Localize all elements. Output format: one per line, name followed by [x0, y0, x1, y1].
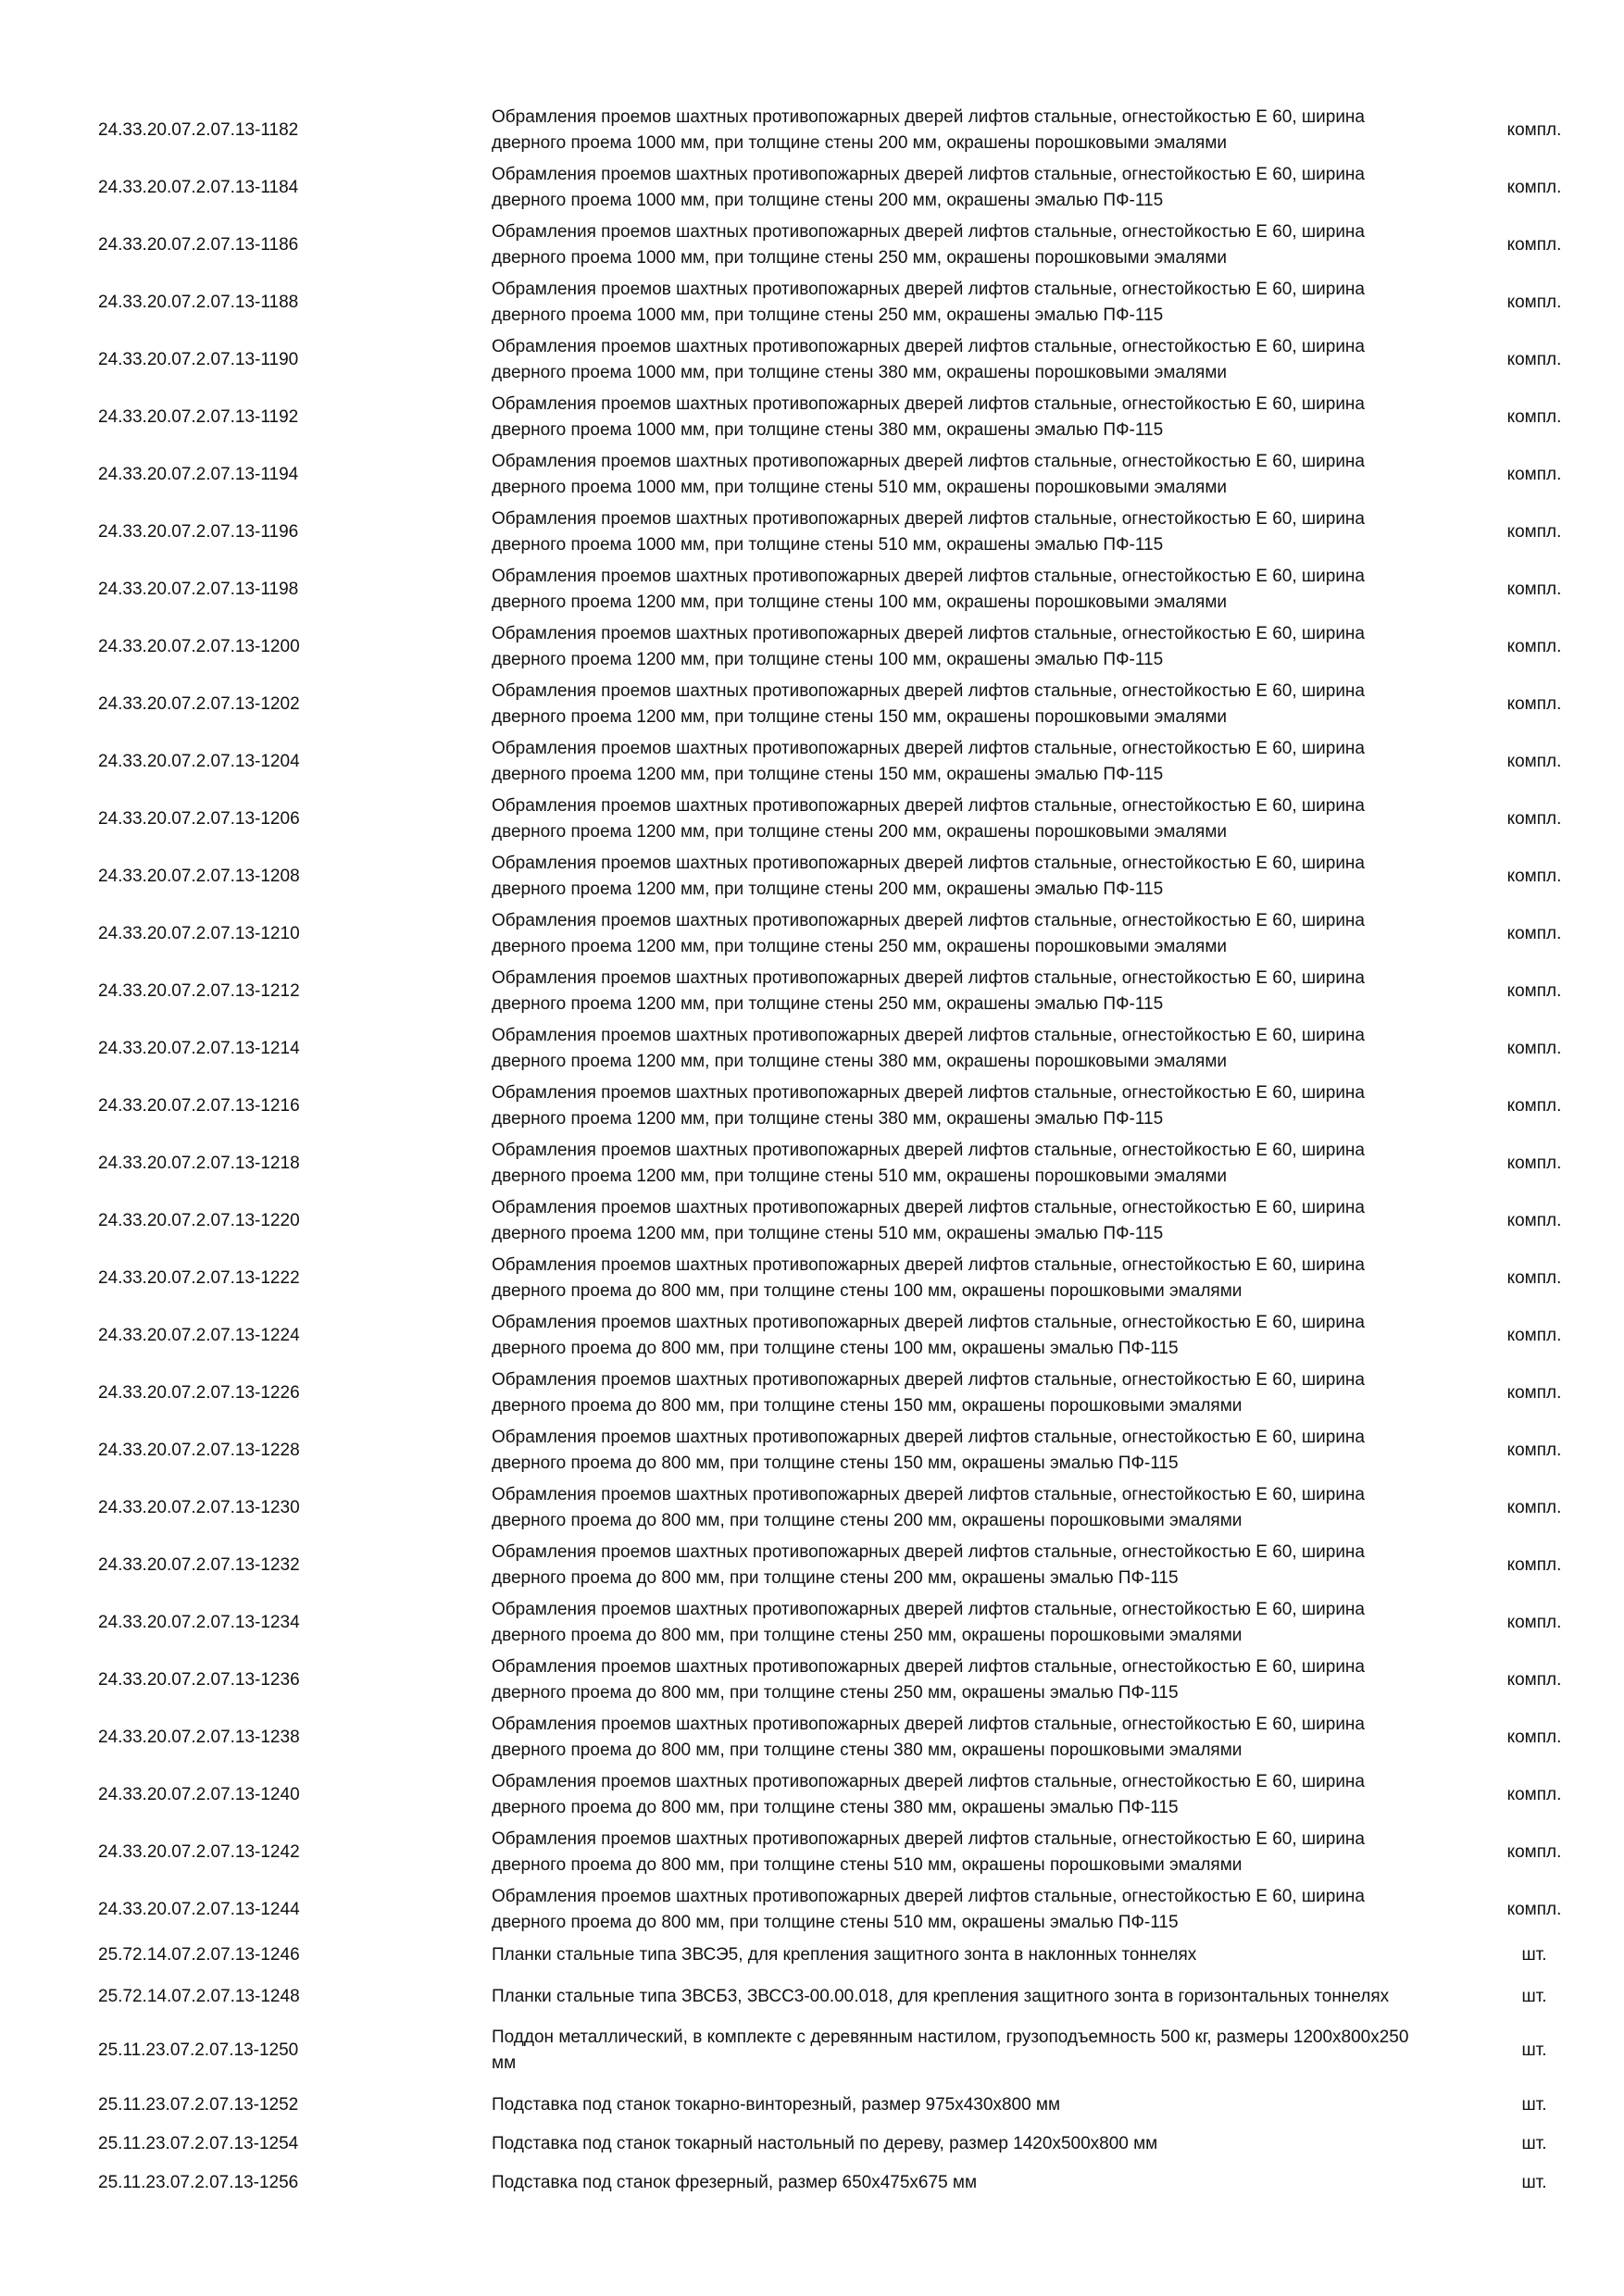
row-description: Обрамления проемов шахтных противопожарных дверей лифтов стальные, огнестойкостью Е 60, ширина дверного проема 1200 мм, при толщине стены 250 мм, окрашены порошковыми эмалями [492, 911, 1365, 956]
row-unit: компл. [1506, 1900, 1562, 1919]
row-description: Поддон металлический, в комплекте с деревянным настилом, грузоподъемность 500 кг, размеры 1200x800x250 мм [492, 2028, 1409, 2073]
row-unit: шт. [1521, 2040, 1547, 2060]
row-code: 24.33.20.07.2.07.13-1220 [98, 1211, 300, 1230]
table-row [0, 2087, 1624, 2124]
table-row [0, 1539, 1624, 1592]
table-row [0, 965, 1624, 1018]
row-code: 24.33.20.07.2.07.13-1216 [98, 1096, 300, 1116]
row-code: 25.72.14.07.2.07.13-1248 [98, 1987, 300, 2006]
row-description: Обрамления проемов шахтных противопожарных дверей лифтов стальные, огнестойкостью Е 60, ширина дверного проема 1200 мм, при толщине стены 100 мм, окрашены порошковыми эмалями [492, 567, 1365, 612]
table-row [0, 1711, 1624, 1765]
row-unit: компл. [1506, 1670, 1562, 1690]
row-description: Обрамления проемов шахтных противопожарных дверей лифтов стальные, огнестойкостью Е 60, ширина дверного проема до 800 мм, при толщине стены 510 мм, окрашены эмалью ПФ-115 [492, 1887, 1365, 1932]
row-code: 24.33.20.07.2.07.13-1196 [98, 522, 299, 542]
row-unit: компл. [1506, 1268, 1562, 1288]
row-unit: компл. [1506, 637, 1562, 656]
table-row [0, 1826, 1624, 1879]
row-code: 24.33.20.07.2.07.13-1238 [98, 1728, 300, 1747]
row-description: Обрамления проемов шахтных противопожарных дверей лифтов стальные, огнестойкостью Е 60, ширина дверного проема 1200 мм, при толщине стены 510 мм, окрашены эмалью ПФ-115 [492, 1198, 1365, 1243]
row-unit: компл. [1506, 407, 1562, 427]
row-description: Обрамления проемов шахтных противопожарных дверей лифтов стальные, огнестойкостью Е 60, ширина дверного проема 1200 мм, при толщине стены 250 мм, окрашены эмалью ПФ-115 [492, 968, 1365, 1014]
table-row [0, 1970, 1624, 2024]
row-description: Обрамления проемов шахтных противопожарных дверей лифтов стальные, огнестойкостью Е 60, ширина дверного проема до 800 мм, при толщине стены 380 мм, окрашены эмалью ПФ-115 [492, 1772, 1365, 1817]
table-row [0, 850, 1624, 904]
row-description: Обрамления проемов шахтных противопожарных дверей лифтов стальные, огнестойкостью Е 60, ширина дверного проема 1200 мм, при толщине стены 100 мм, окрашены эмалью ПФ-115 [492, 624, 1365, 669]
row-description: Обрамления проемов шахтных противопожарных дверей лифтов стальные, огнестойкостью Е 60, ширина дверного проема 1000 мм, при толщине стены 250 мм, окрашены порошковыми эмалями [492, 222, 1365, 268]
row-description: Обрамления проемов шахтных противопожарных дверей лифтов стальные, огнестойкостью Е 60, ширина дверного проема до 800 мм, при толщине стены 100 мм, окрашены порошковыми эмалями [492, 1255, 1365, 1301]
table-row [0, 505, 1624, 559]
row-unit: компл. [1506, 1154, 1562, 1173]
table-row [0, 104, 1624, 157]
table-row [0, 276, 1624, 330]
row-description: Обрамления проемов шахтных противопожарных дверей лифтов стальные, огнестойкостью Е 60, ширина дверного проема до 800 мм, при толщине стены 380 мм, окрашены порошковыми эмалями [492, 1715, 1365, 1760]
table-row [0, 333, 1624, 387]
row-code: 24.33.20.07.2.07.13-1240 [98, 1785, 300, 1804]
row-unit: компл. [1506, 1785, 1562, 1804]
table-row [0, 1481, 1624, 1535]
row-unit: компл. [1506, 350, 1562, 369]
table-row [0, 1137, 1624, 1191]
row-unit: компл. [1506, 924, 1562, 943]
table-row [0, 1022, 1624, 1076]
row-description: Обрамления проемов шахтных противопожарных дверей лифтов стальные, огнестойкостью Е 60, ширина дверного проема 1000 мм, при толщине стены 380 мм, окрашены порошковыми эмалями [492, 337, 1365, 382]
row-code: 24.33.20.07.2.07.13-1182 [98, 120, 299, 140]
row-code: 24.33.20.07.2.07.13-1222 [98, 1268, 300, 1288]
row-description: Обрамления проемов шахтных противопожарных дверей лифтов стальные, огнестойкостью Е 60, ширина дверного проема до 800 мм, при толщине стены 250 мм, окрашены эмалью ПФ-115 [492, 1657, 1365, 1703]
row-code: 24.33.20.07.2.07.13-1236 [98, 1670, 300, 1690]
row-unit: компл. [1506, 1728, 1562, 1747]
row-description: Обрамления проемов шахтных противопожарных дверей лифтов стальные, огнестойкостью Е 60, ширина дверного проема 1000 мм, при толщине стены 510 мм, окрашены эмалью ПФ-115 [492, 509, 1365, 555]
row-description: Обрамления проемов шахтных противопожарных дверей лифтов стальные, огнестойкостью Е 60, ширина дверного проема до 800 мм, при толщине стены 200 мм, окрашены порошковыми эмалями [492, 1485, 1365, 1530]
row-code: 24.33.20.07.2.07.13-1242 [98, 1842, 300, 1862]
row-unit: компл. [1506, 981, 1562, 1001]
row-unit: компл. [1506, 752, 1562, 771]
row-unit: компл. [1506, 1326, 1562, 1345]
row-description: Обрамления проемов шахтных противопожарных дверей лифтов стальные, огнестойкостью Е 60, ширина дверного проема 1000 мм, при толщине стены 380 мм, окрашены эмалью ПФ-115 [492, 394, 1365, 440]
table-row [0, 2165, 1624, 2202]
row-code: 24.33.20.07.2.07.13-1192 [98, 407, 299, 427]
row-unit: компл. [1506, 178, 1562, 197]
row-description: Обрамления проемов шахтных противопожарных дверей лифтов стальные, огнестойкостью Е 60, ширина дверного проема 1200 мм, при толщине стены 200 мм, окрашены эмалью ПФ-115 [492, 854, 1365, 899]
row-code: 25.11.23.07.2.07.13-1250 [98, 2040, 299, 2060]
table-row [0, 792, 1624, 846]
row-code: 24.33.20.07.2.07.13-1206 [98, 809, 300, 829]
table-row [0, 218, 1624, 272]
row-code: 24.33.20.07.2.07.13-1218 [98, 1154, 300, 1173]
row-description: Обрамления проемов шахтных противопожарных дверей лифтов стальные, огнестойкостью Е 60, ширина дверного проема 1000 мм, при толщине стены 250 мм, окрашены эмалью ПФ-115 [492, 280, 1365, 325]
row-code: 24.33.20.07.2.07.13-1188 [98, 293, 299, 312]
row-code: 24.33.20.07.2.07.13-1190 [98, 350, 299, 369]
row-description: Обрамления проемов шахтных противопожарных дверей лифтов стальные, огнестойкостью Е 60, ширина дверного проема 1200 мм, при толщине стены 380 мм, окрашены порошковыми эмалями [492, 1026, 1365, 1071]
table-row [0, 1883, 1624, 1937]
row-unit: шт. [1521, 2134, 1547, 2153]
row-unit: компл. [1506, 809, 1562, 829]
row-code: 24.33.20.07.2.07.13-1202 [98, 694, 300, 714]
row-description: Обрамления проемов шахтных противопожарных дверей лифтов стальные, огнестойкостью Е 60, ширина дверного проема 1200 мм, при толщине стены 200 мм, окрашены порошковыми эмалями [492, 796, 1365, 842]
row-unit: компл. [1506, 1555, 1562, 1575]
row-description: Обрамления проемов шахтных противопожарных дверей лифтов стальные, огнестойкостью Е 60, ширина дверного проема до 800 мм, при толщине стены 100 мм, окрашены эмалью ПФ-115 [492, 1313, 1365, 1358]
row-description: Обрамления проемов шахтных противопожарных дверей лифтов стальные, огнестойкостью Е 60, ширина дверного проема 1200 мм, при толщине стены 510 мм, окрашены порошковыми эмалями [492, 1141, 1365, 1186]
row-description: Обрамления проемов шахтных противопожарных дверей лифтов стальные, огнестойкостью Е 60, ширина дверного проема 1200 мм, при толщине стены 150 мм, окрашены порошковыми эмалями [492, 681, 1365, 727]
row-description: Обрамления проемов шахтных противопожарных дверей лифтов стальные, огнестойкостью Е 60, ширина дверного проема 1200 мм, при толщине стены 150 мм, окрашены эмалью ПФ-115 [492, 739, 1365, 784]
row-unit: компл. [1506, 694, 1562, 714]
row-unit: компл. [1506, 120, 1562, 140]
row-description: Обрамления проемов шахтных противопожарных дверей лифтов стальные, огнестойкостью Е 60, ширина дверного проема до 800 мм, при толщине стены 250 мм, окрашены порошковыми эмалями [492, 1600, 1365, 1645]
row-description: Обрамления проемов шахтных противопожарных дверей лифтов стальные, огнестойкостью Е 60, ширина дверного проема до 800 мм, при толщине стены 510 мм, окрашены порошковыми эмалями [492, 1829, 1365, 1875]
row-unit: компл. [1506, 1096, 1562, 1116]
table-row [0, 907, 1624, 961]
row-description: Обрамления проемов шахтных противопожарных дверей лифтов стальные, огнестойкостью Е 60, ширина дверного проема 1000 мм, при толщине стены 200 мм, окрашены порошковыми эмалями [492, 107, 1365, 153]
row-unit: шт. [1521, 2173, 1547, 2192]
row-description: Обрамления проемов шахтных противопожарных дверей лифтов стальные, огнестойкостью Е 60, ширина дверного проема до 800 мм, при толщине стены 150 мм, окрашены эмалью ПФ-115 [492, 1428, 1365, 1473]
table-row [0, 563, 1624, 617]
row-unit: компл. [1506, 522, 1562, 542]
row-description: Обрамления проемов шахтных противопожарных дверей лифтов стальные, огнестойкостью Е 60, ширина дверного проема 1000 мм, при толщине стены 200 мм, окрашены эмалью ПФ-115 [492, 165, 1365, 210]
row-code: 24.33.20.07.2.07.13-1228 [98, 1441, 300, 1460]
row-code: 24.33.20.07.2.07.13-1200 [98, 637, 300, 656]
row-code: 24.33.20.07.2.07.13-1210 [98, 924, 300, 943]
table-row [0, 1424, 1624, 1478]
table-row [0, 391, 1624, 444]
table-row [0, 678, 1624, 731]
table-row [0, 448, 1624, 502]
table-row [0, 735, 1624, 789]
row-description: Подставка под станок фрезерный, размер 650x475x675 мм [492, 2173, 978, 2192]
row-code: 25.11.23.07.2.07.13-1252 [98, 2095, 299, 2115]
row-description: Планки стальные типа ЗВСЭ5, для крепления защитного зонта в наклонных тоннелях [492, 1945, 1197, 1965]
row-code: 24.33.20.07.2.07.13-1234 [98, 1613, 300, 1632]
row-unit: компл. [1506, 1842, 1562, 1862]
row-description: Обрамления проемов шахтных противопожарных дверей лифтов стальные, огнестойкостью Е 60, ширина дверного проема 1200 мм, при толщине стены 380 мм, окрашены эмалью ПФ-115 [492, 1083, 1365, 1129]
row-unit: компл. [1506, 235, 1562, 255]
row-description: Обрамления проемов шахтных противопожарных дверей лифтов стальные, огнестойкостью Е 60, ширина дверного проема до 800 мм, при толщине стены 200 мм, окрашены эмалью ПФ-115 [492, 1542, 1365, 1588]
row-code: 24.33.20.07.2.07.13-1194 [98, 465, 299, 484]
table-row [0, 1079, 1624, 1133]
row-code: 24.33.20.07.2.07.13-1244 [98, 1900, 300, 1919]
row-unit: компл. [1506, 1383, 1562, 1403]
row-unit: шт. [1521, 2095, 1547, 2115]
row-code: 24.33.20.07.2.07.13-1224 [98, 1326, 300, 1345]
row-unit: компл. [1506, 580, 1562, 599]
row-code: 24.33.20.07.2.07.13-1184 [98, 178, 299, 197]
row-unit: компл. [1506, 867, 1562, 886]
row-code: 24.33.20.07.2.07.13-1198 [98, 580, 299, 599]
table-row [0, 620, 1624, 674]
row-unit: шт. [1521, 1987, 1547, 2006]
table-row [0, 1309, 1624, 1363]
table-row [0, 1252, 1624, 1305]
table-row [0, 1653, 1624, 1707]
row-unit: шт. [1521, 1945, 1547, 1965]
row-code: 24.33.20.07.2.07.13-1186 [98, 235, 299, 255]
row-unit: компл. [1506, 1211, 1562, 1230]
row-code: 24.33.20.07.2.07.13-1204 [98, 752, 300, 771]
table-row [0, 161, 1624, 215]
table-row [0, 2024, 1624, 2078]
row-code: 24.33.20.07.2.07.13-1232 [98, 1555, 300, 1575]
row-unit: компл. [1506, 1498, 1562, 1517]
row-description: Подставка под станок токарно-винторезный, размер 975x430x800 мм [492, 2095, 1061, 2115]
row-code: 24.33.20.07.2.07.13-1208 [98, 867, 300, 886]
row-description: Обрамления проемов шахтных противопожарных дверей лифтов стальные, огнестойкостью Е 60, ширина дверного проема до 800 мм, при толщине стены 150 мм, окрашены порошковыми эмалями [492, 1370, 1365, 1416]
row-code: 25.11.23.07.2.07.13-1254 [98, 2134, 299, 2153]
table-row [0, 1194, 1624, 1248]
row-code: 25.72.14.07.2.07.13-1246 [98, 1945, 300, 1965]
row-description: Подставка под станок токарный настольный по дереву, размер 1420x500x800 мм [492, 2134, 1158, 2153]
row-description: Обрамления проемов шахтных противопожарных дверей лифтов стальные, огнестойкостью Е 60, ширина дверного проема 1000 мм, при толщине стены 510 мм, окрашены порошковыми эмалями [492, 452, 1365, 497]
row-unit: компл. [1506, 1613, 1562, 1632]
row-code: 24.33.20.07.2.07.13-1226 [98, 1383, 300, 1403]
row-code: 25.11.23.07.2.07.13-1256 [98, 2173, 299, 2192]
table-row [0, 2126, 1624, 2163]
row-code: 24.33.20.07.2.07.13-1212 [98, 981, 300, 1001]
row-unit: компл. [1506, 1441, 1562, 1460]
table-row [0, 1596, 1624, 1650]
row-unit: компл. [1506, 293, 1562, 312]
row-code: 24.33.20.07.2.07.13-1214 [98, 1039, 300, 1058]
row-description: Планки стальные типа ЗВСБ3, ЗВСС3-00.00.018, для крепления защитного зонта в горизонтальных тоннелях [492, 1987, 1390, 2006]
row-code: 24.33.20.07.2.07.13-1230 [98, 1498, 300, 1517]
row-unit: компл. [1506, 465, 1562, 484]
table-row [0, 1940, 1624, 1970]
row-unit: компл. [1506, 1039, 1562, 1058]
table-row [0, 1768, 1624, 1822]
table-row [0, 1366, 1624, 1420]
